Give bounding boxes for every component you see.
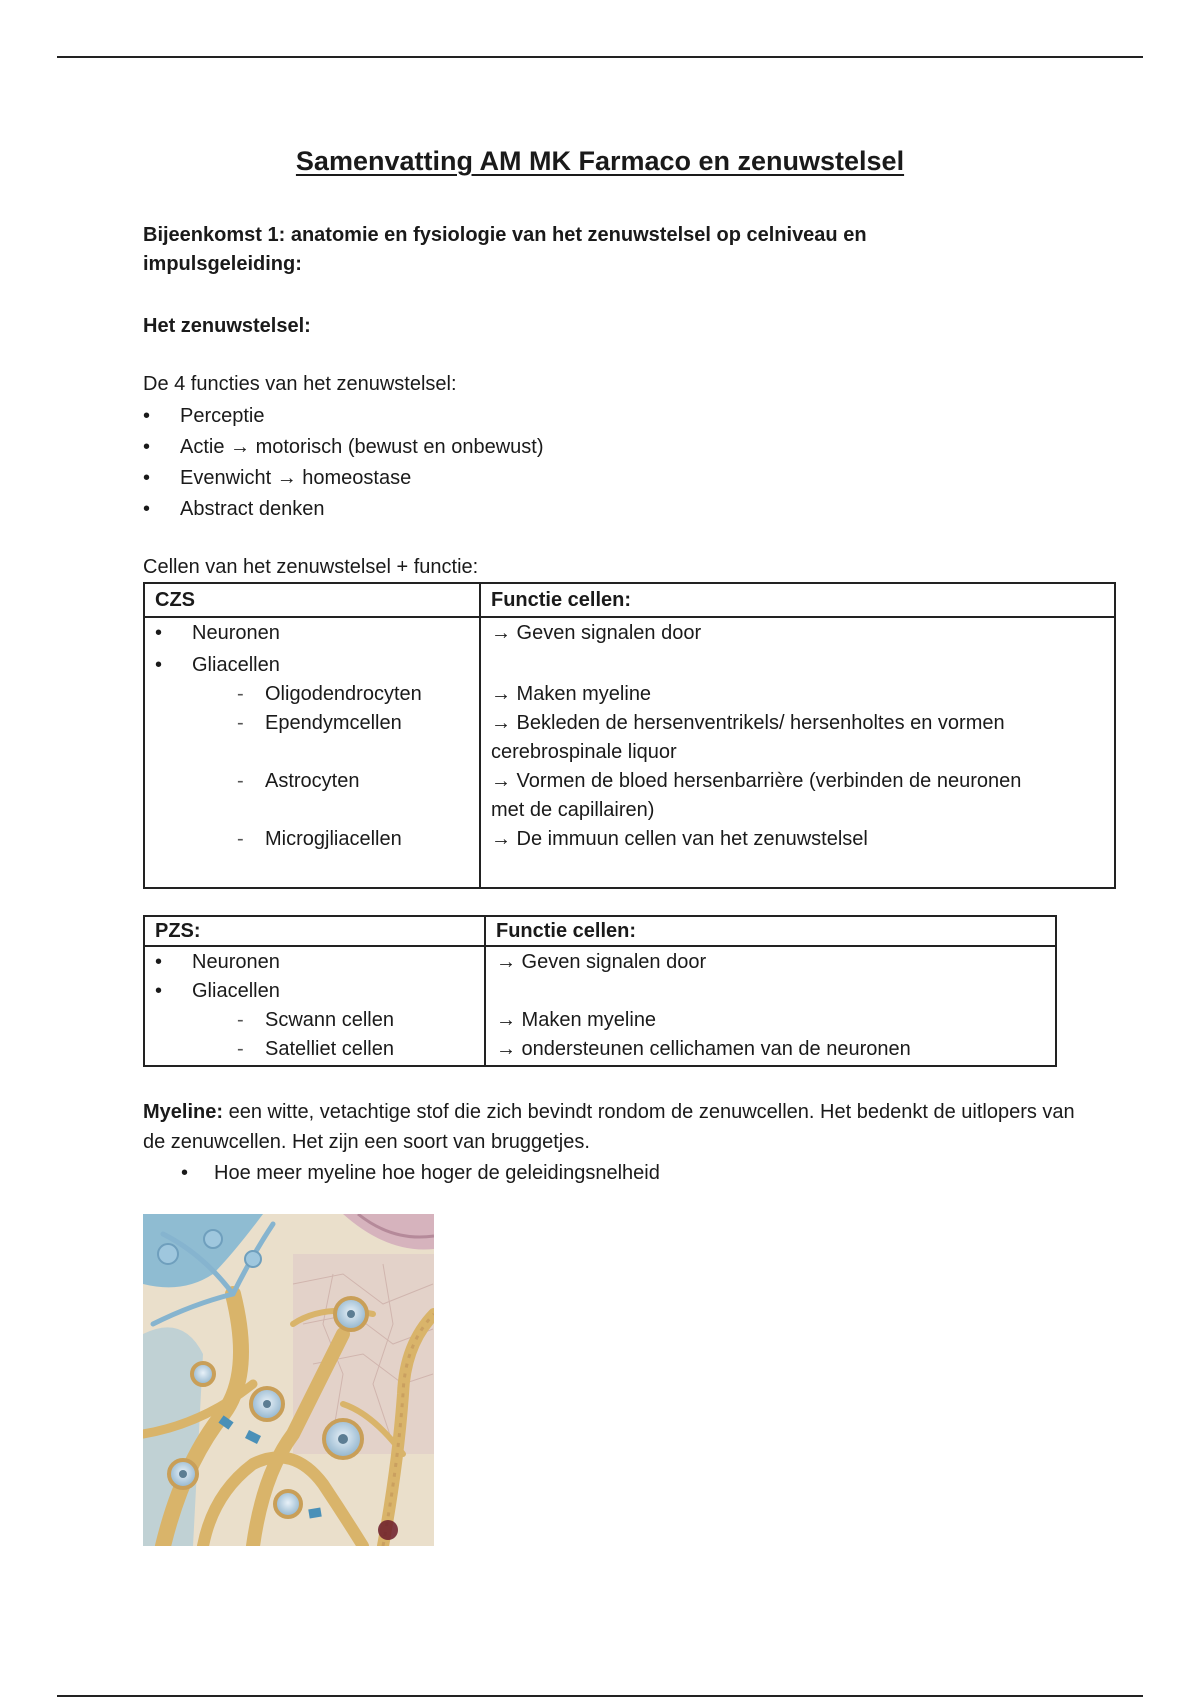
czs-function-header: Functie cellen: xyxy=(480,583,1115,617)
pzs-header: PZS: xyxy=(144,916,485,946)
pzs-function-header: Functie cellen: xyxy=(485,916,1056,946)
czs-cells-column xyxy=(144,617,480,888)
section-heading: Het zenuwstelsel: xyxy=(143,315,311,337)
czs-functions-column xyxy=(480,617,1115,888)
bottom-rule xyxy=(57,1695,1143,1697)
list-item: • Abstract denken xyxy=(143,494,544,525)
czs-f-microglia: → De immuun cellen van het zenuwstelsel xyxy=(491,828,868,850)
list-item: • Actie → motorisch (bewust en onbewust) xyxy=(143,432,544,463)
pzs-functions-column xyxy=(485,946,1056,1066)
czs-oligodendrocyten: - Oligodendrocyten xyxy=(155,680,479,709)
myeline-paragraph xyxy=(143,1097,1083,1157)
pzs-satelliet: - Satelliet cellen xyxy=(155,1035,484,1064)
pzs-cells-column xyxy=(144,946,485,1066)
neuroglia-illustration xyxy=(143,1214,434,1546)
myeline-label: Myeline: xyxy=(143,1101,224,1123)
czs-f-ependym-1: → Bekleden de hersenventrikels/ hersenholtes en vormen xyxy=(491,712,1005,734)
czs-gliacellen: • Gliacellen xyxy=(155,651,479,680)
czs-f-oligo: → Maken myeline xyxy=(491,683,652,705)
pzs-neuronen: • Neuronen xyxy=(155,948,484,977)
czs-f-astro-1: → Vormen de bloed hersenbarrière (verbinden de neuronen xyxy=(491,770,1022,792)
czs-ependymcellen: - Ependymcellen xyxy=(155,709,479,738)
czs-f-neuronen: → Geven signalen door xyxy=(491,622,702,644)
cells-intro: Cellen van het zenuwstelsel + functie: xyxy=(143,556,479,578)
czs-f-ependym-2: cerebrospinale liquor xyxy=(491,741,677,763)
pzs-f-schwann: → Maken myeline xyxy=(496,1009,657,1031)
czs-f-astro-2: met de capillairen) xyxy=(491,799,655,821)
functions-intro: De 4 functies van het zenuwstelsel: xyxy=(143,373,457,395)
myeline-text: een witte, vetachtige stof die zich bevindt rondom de zenuwcellen. Het bedenkt de uitlopers van de zenuwcellen. Het zijn een soort van bruggetjes. xyxy=(143,1101,1075,1153)
czs-microgliacellen: - Microgjliacellen xyxy=(155,825,479,854)
pzs-f-satelliet: → ondersteunen cellichamen van de neuronen xyxy=(496,1038,911,1060)
czs-table xyxy=(143,582,1116,889)
functions-list xyxy=(143,401,544,525)
pzs-gliacellen: • Gliacellen xyxy=(155,977,484,1006)
pzs-f-neuronen: → Geven signalen door xyxy=(496,951,707,973)
pzs-schwann: - Scwann cellen xyxy=(155,1006,484,1035)
czs-header: CZS xyxy=(144,583,480,617)
pzs-table xyxy=(143,915,1057,1067)
list-item: • Evenwicht → homeostase xyxy=(143,463,544,494)
top-rule xyxy=(57,56,1143,58)
meeting-heading-line1: Bijeenkomst 1: anatomie en fysiologie van het zenuwstelsel op celniveau en xyxy=(143,224,867,246)
meeting-heading-line2: impulsgeleiding: xyxy=(143,253,302,275)
czs-astrocyten: - Astrocyten xyxy=(155,767,479,796)
myeline-bullet: • Hoe meer myeline hoe hoger de geleidingsnelheid xyxy=(181,1158,660,1188)
document-title: Samenvatting AM MK Farmaco en zenuwstelsel xyxy=(295,146,905,176)
czs-neuronen: • Neuronen xyxy=(155,619,479,648)
neuroglia-illustration-svg xyxy=(143,1214,434,1546)
list-item: • Perceptie xyxy=(143,401,544,432)
